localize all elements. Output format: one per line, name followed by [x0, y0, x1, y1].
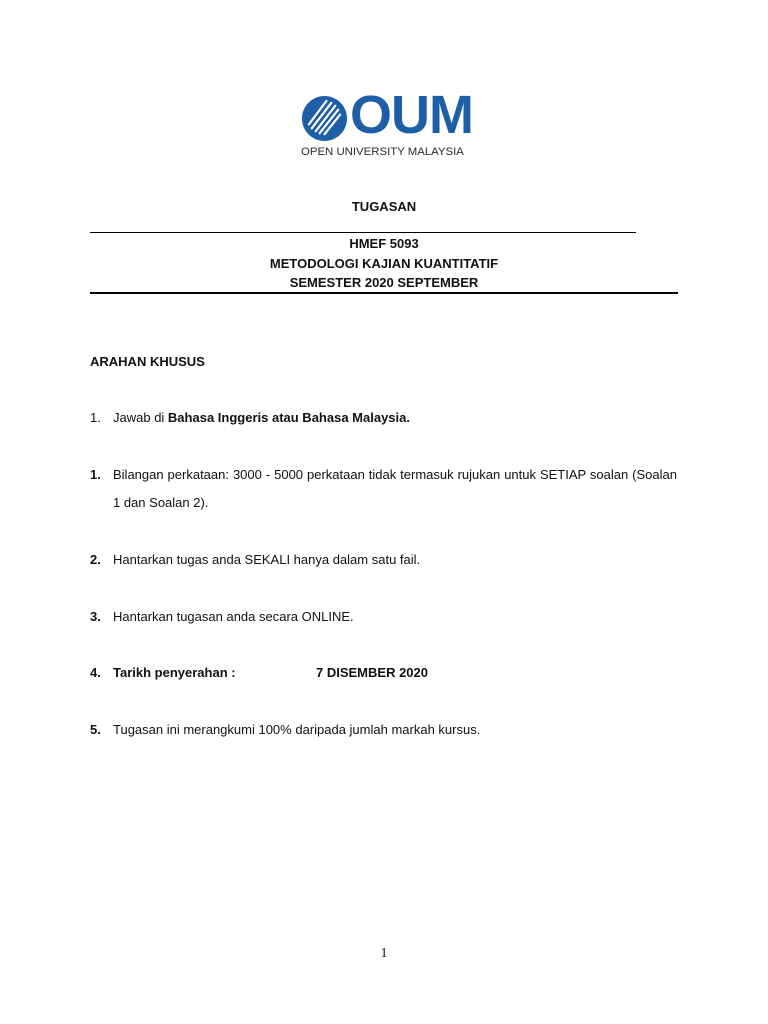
list-item-text: Tugasan ini merangkumi 100% daripada jumlah markah kursus.: [113, 722, 481, 737]
list-item-number: 1.: [90, 410, 101, 425]
submission-label: Tarikh penyerahan :: [113, 665, 236, 680]
header-divider: [90, 292, 678, 294]
list-item-text: Bilangan perkataan: 3000 - 5000 perkataan tidak termasuk rujukan untuk SETIAP soalan (Soalan 1 dan Soalan 2).: [113, 467, 677, 510]
oum-wordmark: OUM: [350, 85, 473, 145]
submission-date: 7 DISEMBER 2020: [316, 665, 428, 680]
list-item-text: Hantarkan tugasan anda secara ONLINE.: [113, 609, 354, 624]
list-item-number: 2.: [90, 552, 101, 567]
list-item-number: 5.: [90, 722, 101, 737]
oum-logo: [300, 85, 473, 164]
list-item: [90, 404, 677, 432]
oum-globe-icon: [301, 95, 348, 142]
list-item-number: 4.: [90, 665, 101, 680]
instructions-heading: ARAHAN KHUSUS: [90, 354, 205, 369]
course-name: METODOLOGI KAJIAN KUANTITATIF: [269, 256, 499, 271]
list-item-text: Jawab di Bahasa Inggeris atau Bahasa Malaysia.: [113, 410, 410, 425]
list-item: [90, 659, 677, 687]
list-item: [90, 546, 677, 574]
list-item-number: 3.: [90, 609, 101, 624]
list-item: [90, 716, 677, 744]
list-item-text: [113, 659, 677, 687]
list-item-text: Hantarkan tugas anda SEKALI hanya dalam satu fail.: [113, 552, 421, 567]
oum-subtitle: OPEN UNIVERSITY MALAYSIA: [301, 146, 464, 158]
page-number: 1: [380, 946, 388, 961]
list-item-number: 1.: [90, 467, 101, 482]
list-item: [90, 603, 677, 631]
title-divider: [90, 232, 636, 233]
course-code: HMEF 5093: [349, 236, 419, 251]
semester: SEMESTER 2020 SEPTEMBER: [289, 275, 479, 290]
document-title: TUGASAN: [351, 199, 417, 214]
list-item: [90, 461, 677, 517]
